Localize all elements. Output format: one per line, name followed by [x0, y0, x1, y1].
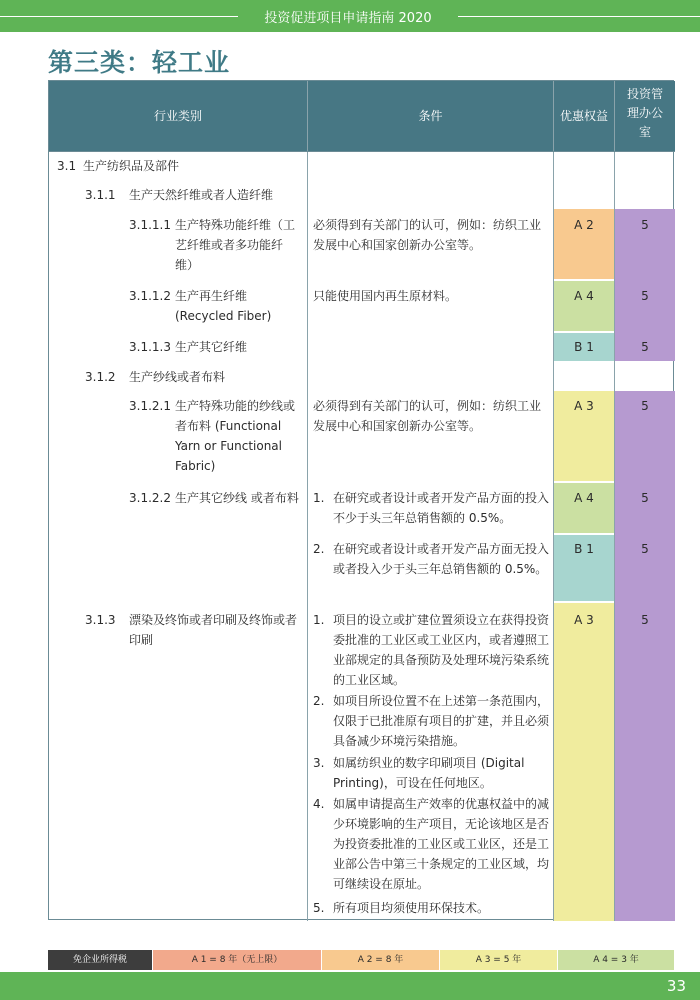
top-bar: [0, 0, 700, 32]
bottom-bar: [0, 972, 700, 1000]
row-condition: 必须得到有关部门的认可，例如：纺织工业发展中心和国家创新办公室等。: [313, 218, 542, 252]
row-condition: 所有项目均须使用环保技术。: [333, 901, 490, 915]
benefit-badge: A 3: [574, 613, 594, 627]
legend-tax-exempt: [48, 950, 152, 970]
legend-label: 免企业所得税: [72, 955, 127, 965]
row-name: 生产其它纤维: [175, 340, 248, 354]
office-band-2: [615, 391, 675, 921]
row-code: 3.1: [57, 159, 77, 173]
office-value: 5: [641, 613, 649, 627]
condition-number: 2.: [313, 694, 325, 708]
page-number: 33: [666, 977, 686, 995]
top-bar-rule-right: [458, 16, 700, 17]
condition-number: 2.: [313, 542, 325, 556]
top-bar-rule-left: [0, 16, 238, 17]
benefit-badge: B 1: [574, 340, 594, 354]
row-name: 生产天然纤维或者人造纤维: [129, 188, 274, 202]
legend-a3: [440, 950, 557, 970]
section-title: 第三类：轻工业: [48, 48, 231, 77]
row-name: 生产特殊功能的纱线或者布料 (Functional Yarn or Functional Fabric): [175, 399, 296, 473]
condition-number: 4.: [313, 797, 325, 811]
row-name: 生产再生纤维 (Recycled Fiber): [175, 289, 272, 323]
row-code: 3.1.3: [85, 613, 116, 627]
row-code: 3.1.1: [85, 188, 116, 202]
row-code: 3.1.1.1: [129, 218, 171, 232]
office-value: 5: [641, 289, 649, 303]
benefit-badge: A 2: [574, 218, 594, 232]
header-office-label: 投资管理办公室: [627, 87, 664, 139]
row-condition: 必须得到有关部门的认可，例如：纺织工业发展中心和国家创新办公室等。: [313, 399, 542, 433]
grid-line: [307, 81, 308, 921]
office-value: 5: [641, 491, 649, 505]
row-name: 生产其它纱线 或者布料: [175, 491, 299, 505]
header-benefit: [554, 81, 614, 151]
header-category-label: 行业类别: [153, 109, 202, 123]
office-value: 5: [641, 542, 649, 556]
condition-number: 1.: [313, 491, 325, 505]
benefit-badge: A 3: [574, 399, 594, 413]
office-value: 5: [641, 218, 649, 232]
benefit-band-a3-b: [554, 603, 614, 921]
row-name: 生产纱线或者布料: [129, 370, 226, 384]
row-condition: 如项目所设位置不在上述第一条范围内，仅限于已批准原有项目的扩建，并且必须具备减少环境污染措施。: [333, 694, 550, 748]
row-code: 3.1.2.1: [129, 399, 171, 413]
benefit-badge: A 4: [574, 491, 594, 505]
legend-a1: [153, 950, 321, 970]
row-condition: 如属申请提高生产效率的优惠权益中的减少环境影响的生产项目，无论该地区是否为投资委批准的工业区或工业区，还是工业部公告中第三十条规定的工业区域，均可继续设在原址。: [333, 797, 550, 891]
benefit-badge: B 1: [574, 542, 594, 556]
row-code: 3.1.2.2: [129, 491, 171, 505]
header-condition-label: 条件: [418, 109, 443, 123]
office-value: 5: [641, 340, 649, 354]
benefit-badge: A 4: [574, 289, 594, 303]
row-code: 3.1.1.2: [129, 289, 171, 303]
header-condition: [308, 81, 553, 151]
document-title: 投资促进项目申请指南 2020: [264, 11, 432, 26]
condition-number: 5.: [313, 901, 325, 915]
industry-table: [48, 80, 674, 920]
row-code: 3.1.1.3: [129, 340, 171, 354]
header-category: [49, 81, 307, 151]
legend-a2: [322, 950, 439, 970]
header-benefit-label: 优惠权益: [559, 109, 608, 123]
legend-a4: [558, 950, 674, 970]
row-name: 漂染及终饰或者印刷及终饰或者印刷: [129, 613, 298, 647]
condition-number: 1.: [313, 613, 325, 627]
row-condition: 只能使用国内再生原材料。: [313, 289, 458, 303]
office-value: 5: [641, 399, 649, 413]
row-condition: 在研究或者设计或者开发产品方面无投入或者投入少于头三年总销售额的 0.5%。: [333, 542, 550, 576]
legend-label: A 2 = 8 年: [357, 955, 404, 965]
legend-label: A 4 = 3 年: [593, 955, 639, 965]
row-name: 生产特殊功能纤维（工艺纤维或者多功能纤维）: [175, 218, 296, 272]
row-condition: 在研究或者设计或者开发产品方面的投入不少于头三年总销售额的 0.5%。: [333, 491, 550, 525]
legend-label: A 1 = 8 年（无上限）: [191, 955, 283, 965]
row-condition: 如属纺织业的数字印刷项目 (Digital Printing)，可设在任何地区。: [333, 756, 525, 790]
legend-label: A 3 = 5 年: [475, 955, 522, 965]
header-office: [615, 81, 675, 151]
condition-number: 3.: [313, 756, 325, 770]
row-name: 生产纺织品及部件: [83, 159, 180, 173]
row-code: 3.1.2: [85, 370, 116, 384]
grid-line: [49, 151, 675, 152]
row-condition: 项目的设立或扩建位置须设立在获得投资委批准的工业区或工业区内，或者遵照工业部规定的具备预防及处理环境污染系统的工业区域。: [333, 613, 550, 687]
